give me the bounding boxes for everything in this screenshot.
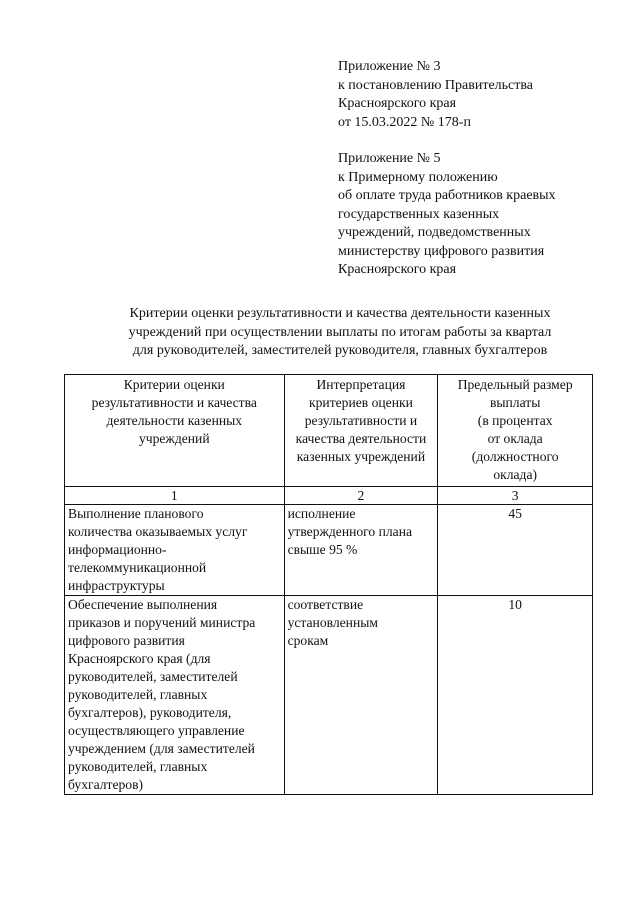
header-line: критериев оценки	[309, 395, 413, 410]
header-line: учреждений	[138, 431, 210, 446]
header-line: Предельный размер	[457, 377, 573, 392]
cell-line: руководителей, главных	[68, 687, 208, 702]
cell-line: телекоммуникационной	[68, 560, 207, 575]
cell-line: Выполнение планового	[68, 506, 204, 521]
appendix-5-line: к Примерному положению	[338, 169, 498, 185]
cell-line: руководителей, главных	[68, 759, 208, 774]
header-line: качества деятельности	[295, 431, 427, 446]
header-payment-limit	[438, 375, 593, 487]
header-line: выплаты	[489, 395, 541, 410]
appendix-3-header	[338, 58, 533, 132]
title-line: Критерии оценки результативности и качества деятельности казенных	[129, 306, 551, 321]
interpretation-cell	[284, 505, 438, 596]
table-row	[65, 505, 593, 596]
cell-line: свыше 95 %	[287, 542, 358, 557]
cell-line: приказов и поручений министра	[68, 615, 256, 630]
title-line: учреждений при осуществлении выплаты по итогам работы за квартал	[128, 324, 552, 340]
payment-cell: 45	[438, 505, 593, 596]
cell-line: цифрового развития	[68, 633, 185, 648]
interpretation-cell	[284, 596, 438, 795]
appendix-3-line: Красноярского края	[338, 96, 457, 111]
column-number: 1	[65, 487, 285, 505]
appendix-5-line: об оплате труда работников краевых	[338, 188, 556, 203]
appendix-5-line: государственных казенных	[338, 206, 500, 222]
cell-line: бухгалтеров), руководителя,	[68, 705, 232, 720]
table-header-row	[65, 375, 593, 487]
cell-line: соответствие	[287, 597, 364, 612]
cell-line: осуществляющего управление	[68, 723, 245, 738]
criteria-table	[64, 374, 593, 795]
appendix-3-line: Приложение № 3	[338, 59, 441, 74]
cell-line: количества оказываемых услуг	[68, 524, 248, 539]
appendix-5-line: учреждений, подведомственных	[338, 225, 531, 240]
appendix-5-header	[338, 150, 556, 280]
cell-line: информационно-	[68, 542, 167, 557]
criterion-cell	[65, 505, 285, 596]
document-title	[40, 305, 640, 361]
header-line: (должностного	[471, 449, 559, 464]
header-line: результативности и	[304, 413, 418, 428]
header-line: Интерпретация	[316, 377, 406, 392]
header-interpretation	[284, 375, 438, 487]
appendix-5-line: Приложение № 5	[338, 151, 441, 166]
header-line: от оклада	[487, 431, 543, 446]
header-line: результативности и качества	[91, 395, 257, 410]
appendix-3-line: от 15.03.2022 № 178-п	[338, 114, 471, 130]
table-row	[65, 596, 593, 795]
header-line: Критерии оценки	[123, 377, 225, 392]
column-number: 3	[438, 487, 593, 505]
cell-line: утвержденного плана	[287, 524, 413, 539]
title-line: для руководителей, заместителей руководителя, главных бухгалтеров	[132, 343, 548, 358]
cell-line: установленным	[287, 615, 378, 630]
criterion-cell	[65, 596, 285, 795]
appendix-5-line: Красноярского края	[338, 262, 457, 277]
cell-line: срокам	[287, 633, 329, 648]
cell-line: Обеспечение выполнения	[68, 597, 218, 612]
header-line: (в процентах	[477, 413, 553, 428]
cell-line: бухгалтеров)	[68, 777, 144, 792]
cell-line: руководителей, заместителей	[68, 669, 238, 684]
cell-line: исполнение	[287, 506, 356, 521]
column-number-row	[65, 487, 593, 505]
cell-line: учреждением (для заместителей	[68, 741, 255, 756]
column-number: 2	[284, 487, 438, 505]
header-line: казенных учреждений	[296, 449, 426, 464]
cell-line: инфраструктуры	[68, 578, 165, 593]
header-line: деятельности казенных	[106, 413, 243, 428]
header-line: оклада)	[493, 467, 538, 482]
appendix-3-line: к постановлению Правительства	[338, 77, 534, 93]
header-criteria	[65, 375, 285, 487]
cell-line: Красноярского края (для	[68, 651, 211, 666]
appendix-5-line: министерству цифрового развития	[338, 243, 545, 259]
payment-cell: 10	[438, 596, 593, 795]
